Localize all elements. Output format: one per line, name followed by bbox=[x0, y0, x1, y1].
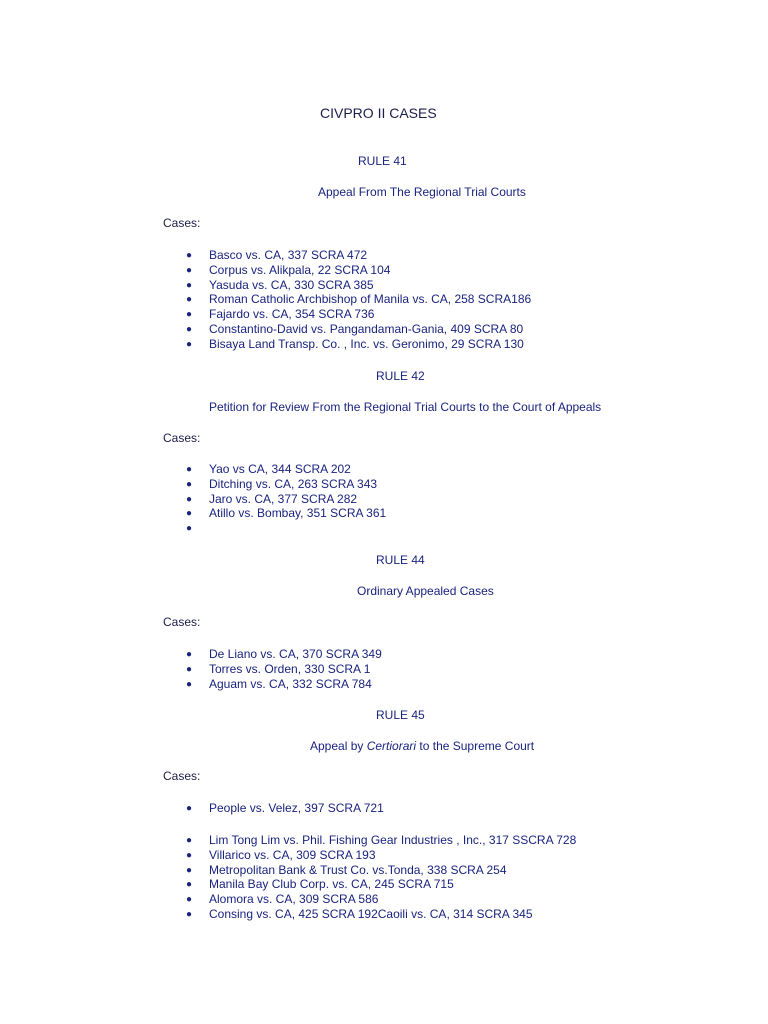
rule-44-subtitle: Ordinary Appealed Cases bbox=[357, 584, 494, 598]
bullet-icon: ● bbox=[186, 908, 193, 920]
rule-45-subtitle: Appeal by Certiorari to the Supreme Court bbox=[310, 739, 535, 753]
bullet-icon: ● bbox=[186, 879, 193, 891]
rule-44-heading: RULE 44 bbox=[376, 553, 425, 567]
rule-41-heading: RULE 41 bbox=[358, 154, 407, 168]
cases-label: Cases: bbox=[163, 431, 201, 445]
document-page: CIVPRO II CASES RULE 41 Appeal From The Regional Trial Courts Cases: ● Basco vs. CA, 337 SCRA 472 ● Corpus vs. Alikpala, 22 SCRA 104 ● Yasuda vs. CA, 330 SCRA 385 ● Roman Catholic Archbishop of Manila vs. CA, 258 SCRA186 ● Fajardo vs. CA, 354 SCRA 736 ● Constantino-David vs. Pangandaman-Gania, 409 SCRA 80 ● Bisaya Land Transp. Co. , Inc. vs. Geronimo, 29 SCRA 130 RULE 42 Petition for Review From the Regional Trial Courts to the Court of Appeals Cases: ● Yao vs CA, 344 SCRA 202 ● Ditching vs. CA, 263 SCRA 343 ● Jaro vs. CA, 377 SCRA 282 ● Atillo vs. Bombay, 351 SCRA 361 ● RULE 44 Ordinary Appealed Cases Cases: ● De Liano vs. CA, 370 SCRA 349 ● Torres vs. Orden, 330 SCRA 1 ● Aguam vs. CA, 332 SCRA 784 RULE 45 Appeal by Certiorari to the Supreme Court Cases: ● People vs. Velez, 397 SCRA 721 ● Lim Tong Lim vs. Phil. Fishing Gear Industries , Inc., 317 SSCRA 728 ● Villarico vs. CA, 309 SCRA 193 ● Metropolitan Bank & Trust Co. vs.Tonda, 338 SCRA 254 ● Manila Bay Club Corp. vs. CA, 245 SCRA 715 ● Alomora vs. CA, 309 SCRA 586 ● Consing vs. CA, 425 SCRA 192Caoili vs. CA, 314 SCRA 345 bbox=[163, 105, 602, 921]
bullet-icon: ● bbox=[186, 663, 193, 675]
bullet-icon: ● bbox=[186, 478, 193, 490]
bullet-icon: ● bbox=[186, 508, 193, 520]
bullet-icon: ● bbox=[186, 649, 193, 660]
cases-label: Cases: bbox=[163, 615, 201, 629]
bullet-icon: ● bbox=[186, 803, 193, 814]
bullet-icon: ● bbox=[186, 493, 193, 505]
rule-42-subtitle: Petition for Review From the Regional Trial Courts to the Court of Appeals bbox=[209, 400, 602, 414]
bullet-icon: ● bbox=[186, 849, 193, 861]
bullet-icon: ● bbox=[186, 864, 193, 876]
bullet-icon: ● bbox=[186, 279, 193, 291]
rule-41-subtitle: Appeal From The Regional Trial Courts bbox=[318, 185, 526, 199]
bullet-icon: ● bbox=[186, 250, 193, 261]
cases-label: Cases: bbox=[163, 769, 201, 783]
bullet-icon: ● bbox=[186, 264, 193, 276]
bullet-icon: ● bbox=[186, 678, 193, 690]
bullet-icon: ● bbox=[186, 323, 193, 335]
document-title: CIVPRO II CASES bbox=[320, 105, 437, 121]
rule-42-heading: RULE 42 bbox=[376, 369, 425, 383]
cases-label: Cases: bbox=[163, 216, 201, 230]
rule-45-heading: RULE 45 bbox=[376, 708, 425, 722]
bullet-icon: ● bbox=[186, 338, 193, 350]
bullet-icon: ● bbox=[186, 894, 193, 906]
bullet-icon: ● bbox=[186, 294, 193, 306]
bullet-icon: ● bbox=[186, 464, 193, 475]
bullet-icon: ● bbox=[186, 835, 193, 846]
bullet-icon: ● bbox=[186, 523, 193, 535]
bullet-icon: ● bbox=[186, 309, 193, 321]
